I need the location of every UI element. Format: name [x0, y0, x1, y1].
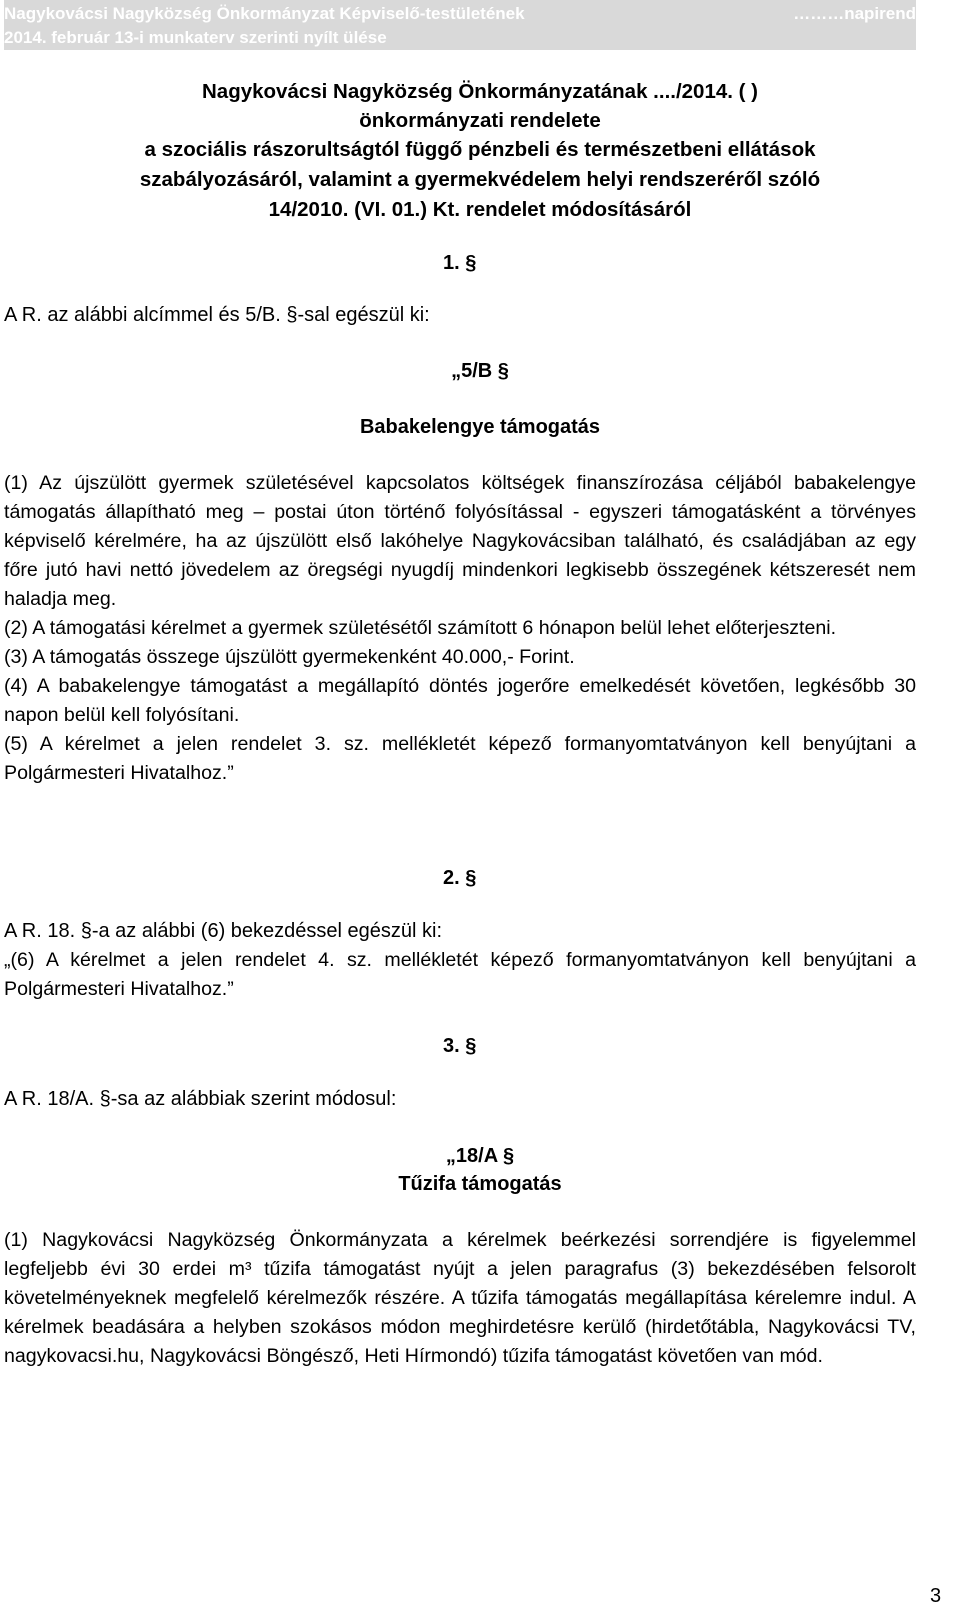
section-1-paragraph-1: (1) Az újszülött gyermek születésével kapcsolatos költségek finanszírozása céljából babakelengye támogatás állapítható meg – postai úton történő folyósítással - egyszeri támogatásként a törvényes képviselő kérelmére, ha az újszülött első lakóhelye Nagykovácsiban található, és családjában az egy főre jutó havi nettó jövedelem az öregségi nyugdíj mindenkori legkisebb összegének kétszeresét nem haladja meg.	[4, 472, 916, 610]
title-line-1: Nagykovácsi Nagyközség Önkormányzatának ..../2014. ( )	[201, 80, 758, 103]
section-3-body	[4, 1226, 916, 1371]
section-1-paragraph-ref: „5/B §	[451, 360, 509, 382]
section-1-number: 1. §	[443, 252, 477, 274]
section-2-number: 2. §	[443, 867, 477, 889]
section-1-paragraph-3: (3) A támogatás összege újszülött gyermekenként 40.000,- Forint.	[4, 646, 575, 668]
section-3-paragraph: (1) Nagykovácsi Nagyközség Önkormányzata a kérelmek beérkezési sorrendjére is figyelemmel legfeljebb évi 30 erdei m³ tűzifa támogatást nyújt a jelen paragrafus (3) bekezdésében felsorolt követelményeknek megfelelő kérelmezők részére. A tűzifa támogatás megállapítása kérelemre indul. A kérelmek beadására a helyben szokásos módon meghirdetésre kerülő (hirdetőtábla, Nagykovácsi TV, nagykovacsi.hu, Nagykovácsi Böngésző, Heti Hírmondó) tűzifa támogatást követően van mód.	[4, 1229, 916, 1367]
section-2-paragraph: „(6) A kérelmet a jelen rendelet 4. sz. mellékletét képező formanyomtatványon kell benyújtani a Polgármesteri Hivatalhoz.”	[4, 949, 916, 1000]
section-1-body	[4, 469, 916, 788]
section-1-heading: Babakelengye támogatás	[359, 416, 601, 438]
section-3-number: 3. §	[443, 1035, 477, 1057]
title-line-5: 14/2010. (VI. 01.) Kt. rendelet módosításáról	[268, 198, 692, 221]
section-3-heading: Tűzifa támogatás	[398, 1173, 562, 1195]
page-number: 3	[930, 1585, 942, 1607]
section-1-paragraph-5: (5) A kérelmet a jelen rendelet 3. sz. mellékletét képező formanyomtatványon kell benyújtani a Polgármesteri Hivatalhoz.”	[4, 733, 916, 784]
title-line-4: szabályozásáról, valamint a gyermekvédelem helyi rendszeréről szóló	[139, 168, 821, 191]
section-2-body	[4, 946, 916, 1004]
section-1-intro: A R. az alábbi alcímmel és 5/B. §-sal egészül ki:	[4, 304, 430, 326]
title-line-2: önkormányzati rendelete	[359, 109, 601, 132]
title-line-3: a szociális rászorultságtól függő pénzbeli és természetbeni ellátások	[144, 138, 816, 161]
section-3-paragraph-ref: „18/A §	[445, 1145, 515, 1167]
header-agenda: ………napirend	[793, 4, 916, 23]
section-1-paragraph-4: (4) A babakelengye támogatást a megállapító döntés jogerőre emelkedését követően, legkésőbb 30 napon belül kell folyósítani.	[4, 675, 916, 726]
header-line-2: 2014. február 13-i munkaterv szerinti nyílt ülése	[4, 28, 387, 47]
section-1-paragraph-2: (2) A támogatási kérelmet a gyermek születésétől számított 6 hónapon belül lehet előterjeszteni.	[4, 617, 837, 639]
header-line-1: Nagykovácsi Nagyközség Önkormányzat Képviselő-testületének	[4, 4, 525, 23]
section-3-intro: A R. 18/A. §-sa az alábbiak szerint módosul:	[4, 1088, 397, 1110]
page-header	[4, 0, 916, 50]
section-2-intro: A R. 18. §-a az alábbi (6) bekezdéssel egészül ki:	[4, 920, 443, 942]
